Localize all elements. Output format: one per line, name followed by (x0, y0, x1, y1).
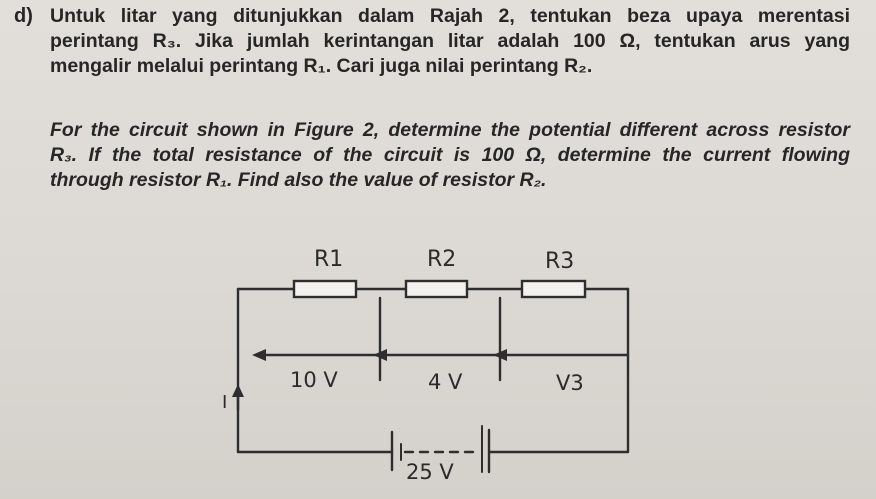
malay-line-1: Untuk litar yang ditunjukkan dalam Rajah 2, tentukan beza upaya merentasi (50, 5, 850, 27)
resistor-r3 (522, 281, 585, 297)
malay-line-2: perintang R₃. Jika jumlah kerintangan litar adalah 100 Ω, tentukan arus yang (50, 30, 850, 52)
label-current: I (222, 392, 228, 413)
english-line-3: through resistor R₁. Find also the value of resistor R₂. (50, 169, 547, 191)
label-10v: 10 V (290, 368, 338, 392)
malay-line-3: mengalir melalui perintang R₁. Cari juga nilai perintang R₂. (50, 55, 593, 77)
question-label: d) (14, 5, 33, 27)
english-line-1: For the circuit shown in Figure 2, determine the potential different across resistor (50, 119, 850, 141)
label-r2: R2 (427, 247, 457, 272)
label-r1: R1 (314, 247, 344, 272)
english-line-2: R₃. If the total resistance of the circuit is 100 Ω, determine the current flowing (50, 144, 850, 166)
resistor-r1 (294, 281, 356, 297)
label-v3: V3 (556, 371, 584, 395)
current-arrowhead (232, 384, 244, 397)
label-4v: 4 V (428, 370, 463, 394)
voltmeter-arrow-1 (252, 349, 266, 361)
resistor-r2 (406, 281, 467, 297)
label-r3: R3 (545, 249, 575, 274)
label-source-voltage: 25 V (406, 460, 454, 484)
